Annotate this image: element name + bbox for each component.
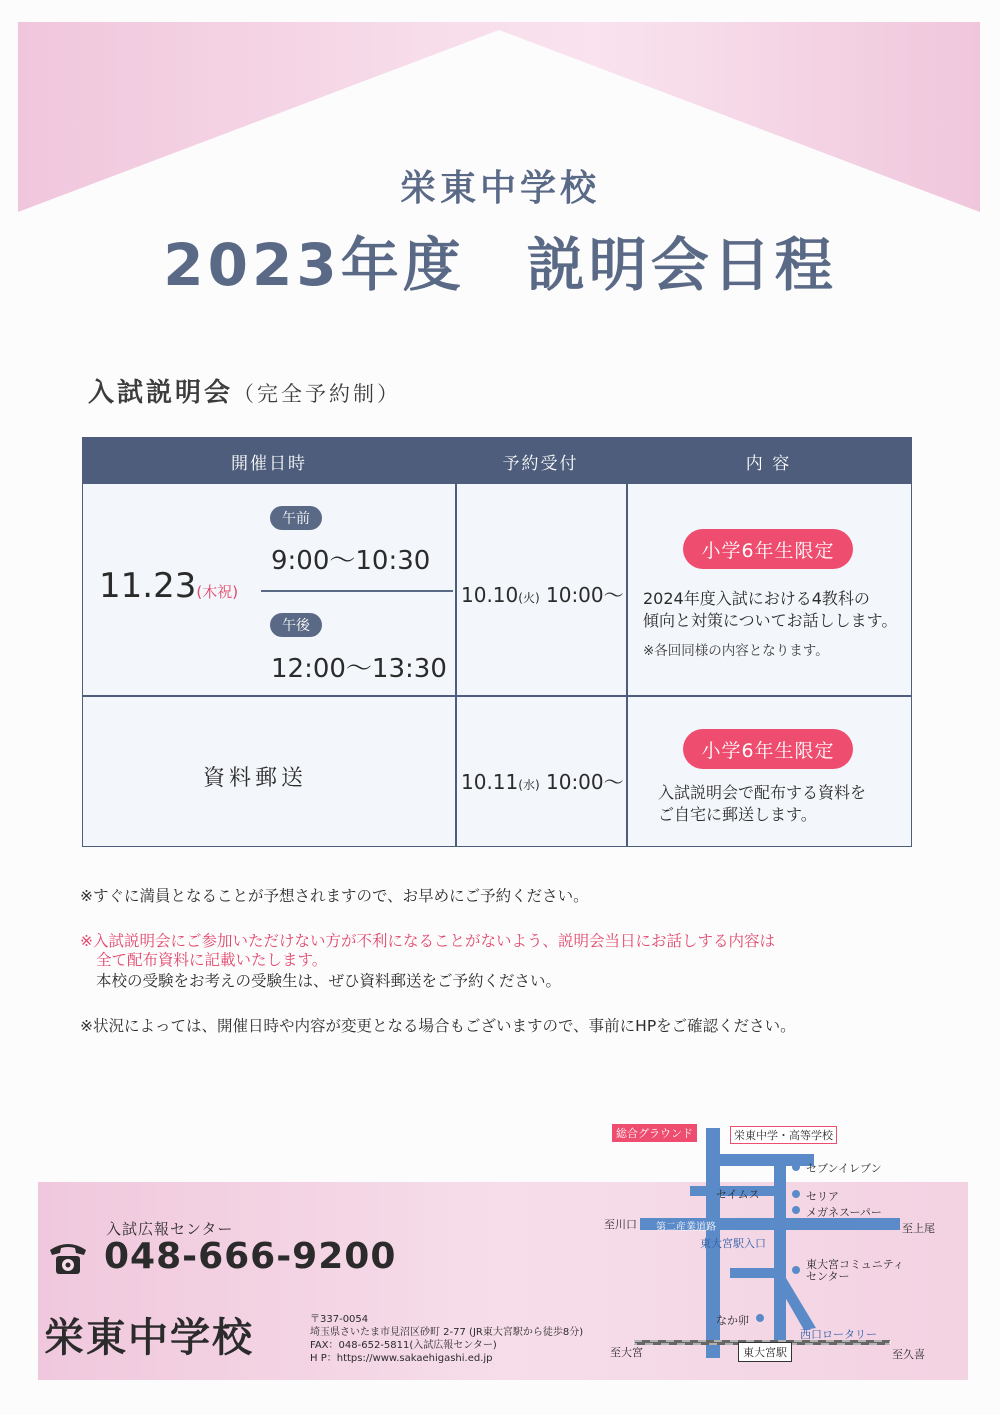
map-label-center: センター (806, 1270, 850, 1283)
mailing-label: 資料郵送 (203, 766, 308, 791)
access-map (600, 1118, 940, 1368)
header-datetime: 開催日時 (83, 438, 455, 484)
contact-info (310, 1313, 583, 1365)
header-reservation: 予約受付 (455, 438, 626, 484)
map-label-seven: セブンイレブン (806, 1162, 882, 1175)
column-divider (455, 484, 457, 846)
page-title: 2023年度 説明会日程 (163, 231, 837, 299)
content-line: ご自宅に郵送します。 (658, 805, 817, 824)
note-materials-red: ※入試説明会にご参加いただけない方が不利になることがないよう、説明会当日にお話しする内容は (80, 932, 775, 950)
grade-limit-badge: 小学6年生限定 (683, 729, 853, 769)
session-divider (261, 590, 453, 592)
reservation-date-value: 10.10 (461, 583, 519, 607)
am-time: 9:00～10:30 (271, 546, 431, 576)
note-materials: 本校の受験をお考えの受験生は、ぜひ資料郵送をご予約ください。 (96, 972, 562, 990)
reservation-time: 10:00～ (539, 583, 624, 607)
event-date-value: 11.23 (99, 566, 197, 606)
map-label-seria: セリア (806, 1190, 839, 1203)
schedule-table (82, 437, 912, 847)
reservation-time: 10:00～ (539, 770, 624, 794)
phone-number: 048-666-9200 (104, 1236, 397, 1277)
map-label-ageo: 至上尾 (902, 1222, 935, 1235)
center-label: 入試広報センター (106, 1220, 234, 1238)
event-date (99, 566, 238, 606)
map-label-kawaguchi: 至川口 (604, 1218, 637, 1231)
note-materials-red: 全て配布資料に記載いたします。 (96, 951, 328, 969)
column-divider (626, 484, 628, 846)
school-title: 栄東中学校 (399, 168, 600, 209)
footer-school-name: 栄東中学校 (44, 1314, 254, 1361)
fax: FAX：048-652-5811(入試広報センター) (310, 1340, 497, 1351)
am-badge: 午前 (270, 506, 322, 530)
reservation-day: (火) (518, 591, 540, 605)
map-label-seims: セイムス (716, 1188, 760, 1201)
homepage-url: H P：https://www.sakaehigashi.ed.jp (310, 1353, 493, 1364)
reservation-day: (水) (518, 778, 540, 792)
map-label-school: 栄東中学・高等学校 (730, 1126, 837, 1144)
map-label-station: 東大宮駅 (738, 1342, 792, 1362)
content-line: 入試説明会で配布する資料を (658, 783, 867, 802)
map-label-ground: 総合グラウンド (612, 1124, 697, 1142)
map-label-nakau: なか卯 (716, 1314, 749, 1327)
reservation-date-value: 10.11 (461, 770, 519, 794)
pm-badge: 午後 (270, 613, 322, 637)
row-divider (83, 695, 911, 697)
map-label-omiya: 至大宮 (610, 1346, 643, 1359)
pm-time: 12:00～13:30 (271, 654, 447, 684)
postal-code: 〒337-0054 (310, 1314, 369, 1325)
content-line: 2024年度入試における4教科の (643, 589, 870, 608)
map-label-mega: メガネスーパー (806, 1206, 882, 1219)
map-label-road: 第二産業道路 (656, 1222, 716, 1233)
content-note: ※各回同様の内容となります。 (643, 643, 829, 659)
map-label-entrance: 東大宮駅入口 (700, 1237, 766, 1250)
section-title: 入試説明会 (88, 378, 234, 408)
note-full-capacity: ※すぐに満員となることが予想されますので、お早めにご予約ください。 (80, 887, 589, 905)
phone-icon (46, 1238, 90, 1276)
event-day: (木祝) (196, 583, 239, 601)
content-line: 傾向と対策についてお話しします。 (643, 611, 898, 630)
header-content: 内 容 (626, 438, 911, 484)
section-subtitle: （完全予約制） (233, 382, 402, 406)
map-label-community: 東大宮コミュニティ (806, 1258, 904, 1271)
reservation-date-1 (461, 579, 624, 608)
grade-limit-badge: 小学6年生限定 (683, 529, 853, 569)
address: 埼玉県さいたま市見沼区砂町 2-77 (JR東大宮駅から徒歩8分) (310, 1327, 584, 1338)
map-label-kuki: 至久喜 (892, 1348, 925, 1361)
section-heading (88, 372, 401, 409)
reservation-date-2 (461, 766, 624, 795)
map-label-rotary: 西口ロータリー (800, 1328, 877, 1341)
note-changes: ※状況によっては、開催日時や内容が変更となる場合もございますので、事前にHPをご確認ください。 (80, 1017, 796, 1035)
